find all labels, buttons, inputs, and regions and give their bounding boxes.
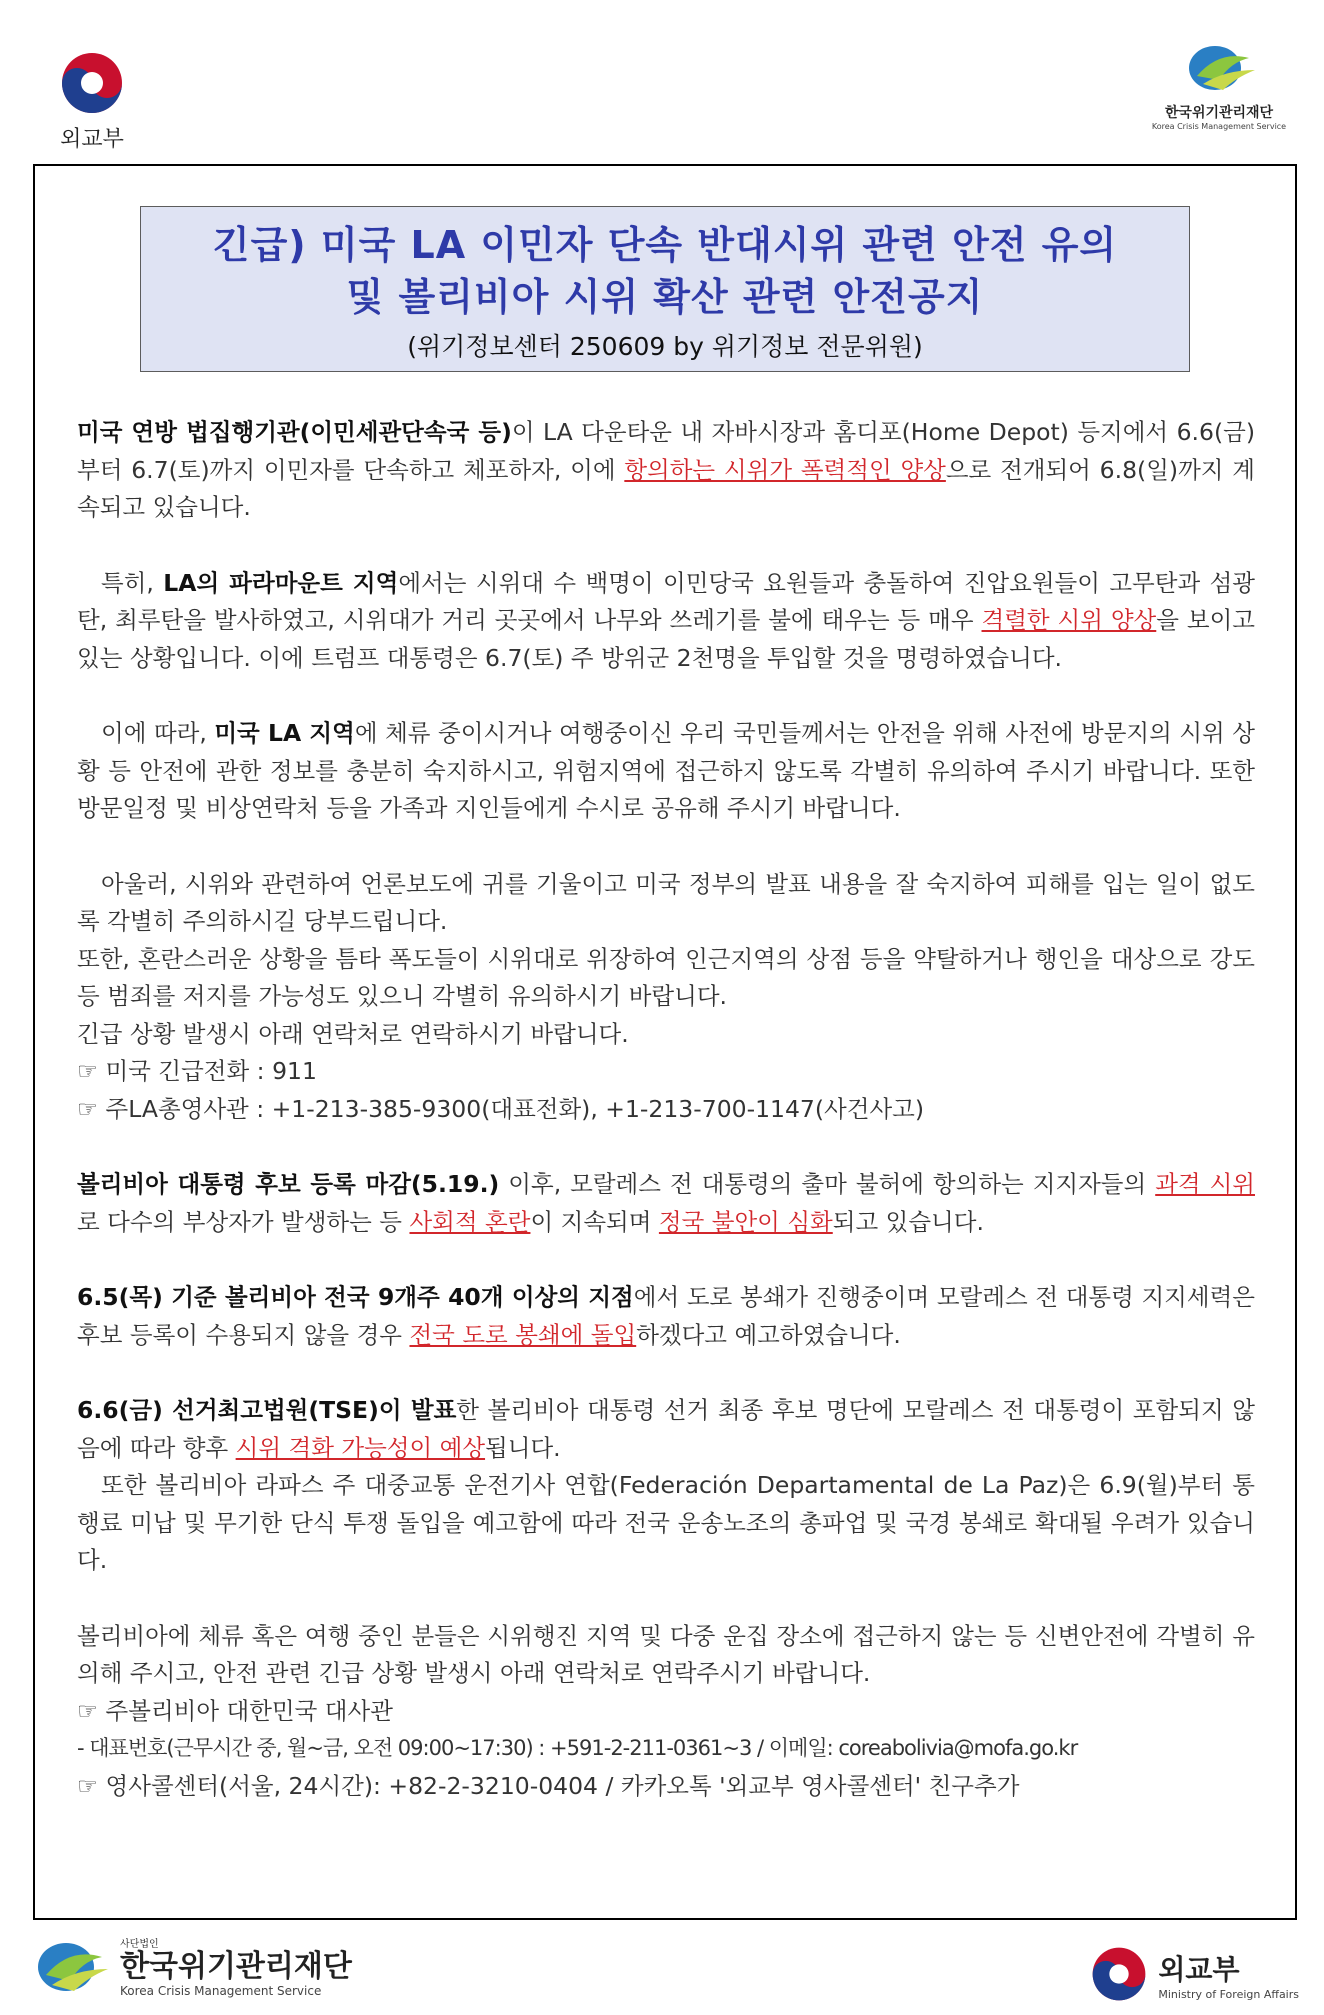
mofa-logo-label: 외교부 <box>60 127 124 152</box>
kcms-logo-footer <box>30 1935 352 1998</box>
contact-bolivia-embassy-details: - 대표번호(근무시간 중, 월~금, 오전 09:00~17:30) : +591-2-211-0361~3 / 이메일: coreabolivia@mofa.go.kr <box>77 1736 1078 1760</box>
kcms-logo-english: Korea Crisis Management Service <box>1151 122 1287 131</box>
paragraph-tse-announcement: 6.6(금) 선거최고법원(TSE)이 발표한 볼리비아 대통령 선거 최종 후보 명단에 모랄레스 전 대통령이 포함되지 않음에 따라 향후 시위 격화 가능성이 예상됩니다. <box>77 1396 1255 1462</box>
bold-text: 볼리비아 대통령 후보 등록 마감(5.19.) <box>77 1170 500 1198</box>
kcms-emblem-icon <box>1179 40 1259 96</box>
red-highlight: 정국 불안이 심화 <box>658 1207 833 1236</box>
paragraph-bolivia-registration: 볼리비아 대통령 후보 등록 마감(5.19.) 이후, 모랄레스 전 대통령의 출마 불허에 항의하는 지지자들의 과격 시위로 다수의 부상자가 발생하는 등 사회적 혼란이 지속되며 정국 불안이 심화되고 있습니다. <box>77 1170 1255 1236</box>
bold-text: 6.5(목) 기준 볼리비아 전국 9개주 40개 이상의 지점 <box>77 1283 634 1311</box>
red-highlight: 과격 시위 <box>1155 1170 1255 1198</box>
contact-bolivia-embassy: ☞ 주볼리비아 대한민국 대사관 <box>77 1696 393 1725</box>
contact-la-consulate: ☞ 주LA총영사관 : +1-213-385-9300(대표전화), +1-213-700-1147(사건사고) <box>77 1094 925 1123</box>
paragraph-crime-warning: 또한, 혼란스러운 상황을 틈타 폭도들이 시위대로 위장하여 인근지역의 상점 등을 약탈하거나 행인을 대상으로 강도 등 범죄를 저지를 가능성도 있으니 각별히 유의하시기 바랍니다. <box>77 944 1255 1010</box>
kcms-logo-korean: 한국위기관리재단 <box>1164 105 1274 121</box>
footer-left-korean: 한국위기관리재단 <box>120 1949 352 1984</box>
taegeuk-icon <box>59 50 125 116</box>
footer-left-english: Korea Crisis Management Service <box>120 1984 322 1998</box>
mofa-logo-footer <box>1090 1945 1299 2003</box>
bold-text: 6.6(금) 선거최고법원(TSE)이 발표 <box>77 1396 457 1424</box>
red-highlight: 항의하는 시위가 폭력적인 양상 <box>624 455 946 484</box>
title-line-1: 긴급) 미국 LA 이민자 단속 반대시위 관련 안전 유의 <box>212 223 1118 267</box>
contact-consular-call-center: ☞ 영사콜센터(서울, 24시간): +82-2-3210-0404 / 카카오톡 '외교부 영사콜센터' 친구추가 <box>77 1771 1020 1800</box>
bold-text: 미국 연방 법집행기관(이민세관단속국 등) <box>77 418 512 446</box>
footer-right-korean: 외교부 <box>1158 1952 1240 1986</box>
bold-text: 미국 LA 지역 <box>214 719 355 747</box>
title-subtitle: (위기정보센터 250609 by 위기정보 전문위원) <box>407 332 923 361</box>
red-highlight: 전국 도로 봉쇄에 돌입 <box>409 1320 637 1349</box>
paragraph-la-advice: 이에 따라, 미국 LA 지역에 체류 중이시거나 여행중이신 우리 국민들께서는 안전을 위해 사전에 방문지의 시위 상황 등 안전에 관한 정보를 충분히 숙지하시고, 위험지역에 접근하지 않도록 각별히 유의하여 주시기 바랍니다. 또한 방문일정 및 비상연락처 등을 가족과 지인들에게 수시로 공유해 주시기 바랍니다. <box>77 719 1255 822</box>
title-line-2: 및 볼리비아 시위 확산 관련 안전공지 <box>346 275 984 319</box>
paragraph-transport-strike: 또한 볼리비아 라파스 주 대중교통 운전기사 연합(Federación Departamental de La Paz)은 6.9(월)부터 통행료 미납 및 무기한 단식 투쟁 돌입을 예고함에 따라 전국 운송노조의 총파업 및 국경 봉쇄로 확대될 우려가 있습니다. <box>77 1471 1255 1574</box>
title-box <box>140 206 1190 372</box>
taegeuk-icon <box>1090 1945 1148 2003</box>
paragraph-bolivia-advice: 볼리비아에 체류 혹은 여행 중인 분들은 시위행진 지역 및 다중 운집 장소에 접근하지 않는 등 신변안전에 각별히 유의해 주시고, 안전 관련 긴급 상황 발생시 아래 연락처로 연락주시기 바랍니다. <box>77 1621 1255 1687</box>
kcms-emblem-icon <box>30 1937 110 1997</box>
paragraph-contact-intro: 긴급 상황 발생시 아래 연락처로 연락하시기 바랍니다. <box>77 1019 629 1048</box>
paragraph-road-blockades: 6.5(목) 기준 볼리비아 전국 9개주 40개 이상의 지점에서 도로 봉쇄가 진행중이며 모랄레스 전 대통령 지지세력은 후보 등록이 수용되지 않을 경우 전국 도로 봉쇄에 돌입하겠다고 예고하였습니다. <box>77 1283 1255 1349</box>
paragraph-paramount: 특히, LA의 파라마운트 지역에서는 시위대 수 백명이 이민당국 요원들과 충돌하여 진압요원들이 고무탄과 섬광탄, 최루탄을 발사하였고, 시위대가 거리 곳곳에서 나무와 쓰레기를 불에 태우는 등 매우 격렬한 시위 양상을 보이고 있는 상황입니다. 이에 트럼프 대통령은 6.7(토) 주 방위군 2천명을 투입할 것을 명령하였습니다. <box>77 568 1255 672</box>
contact-us-emergency: ☞ 미국 긴급전화 : 911 <box>77 1057 317 1085</box>
paragraph-media-advice: 아울러, 시위와 관련하여 언론보도에 귀를 기울이고 미국 정부의 발표 내용을 잘 숙지하여 피해를 입는 일이 없도록 각별히 주의하시길 당부드립니다. <box>77 869 1255 935</box>
mofa-logo-top <box>52 50 132 153</box>
footer-right-english: Ministry of Foreign Affairs <box>1158 1987 1299 2001</box>
paragraph-la-enforcement: 미국 연방 법집행기관(이민세관단속국 등)이 LA 다운타운 내 자바시장과 홈디포(Home Depot) 등지에서 6.6(금)부터 6.7(토)까지 이민자를 단속하고 체포하자, 이에 항의하는 시위가 폭력적인 양상으로 전개되어 6.8(일)까지 계속되고 있습니다. <box>77 418 1255 521</box>
red-highlight: 시위 격화 가능성이 예상 <box>235 1433 486 1462</box>
footer-left-small: 사단법인 <box>120 1939 159 1950</box>
red-highlight: 격렬한 시위 양상 <box>981 606 1157 634</box>
document-body <box>77 414 1255 1805</box>
bold-text: LA의 파라마운트 지역 <box>163 568 399 597</box>
red-highlight: 사회적 혼란 <box>409 1207 531 1236</box>
kcms-logo-top <box>1144 40 1294 131</box>
